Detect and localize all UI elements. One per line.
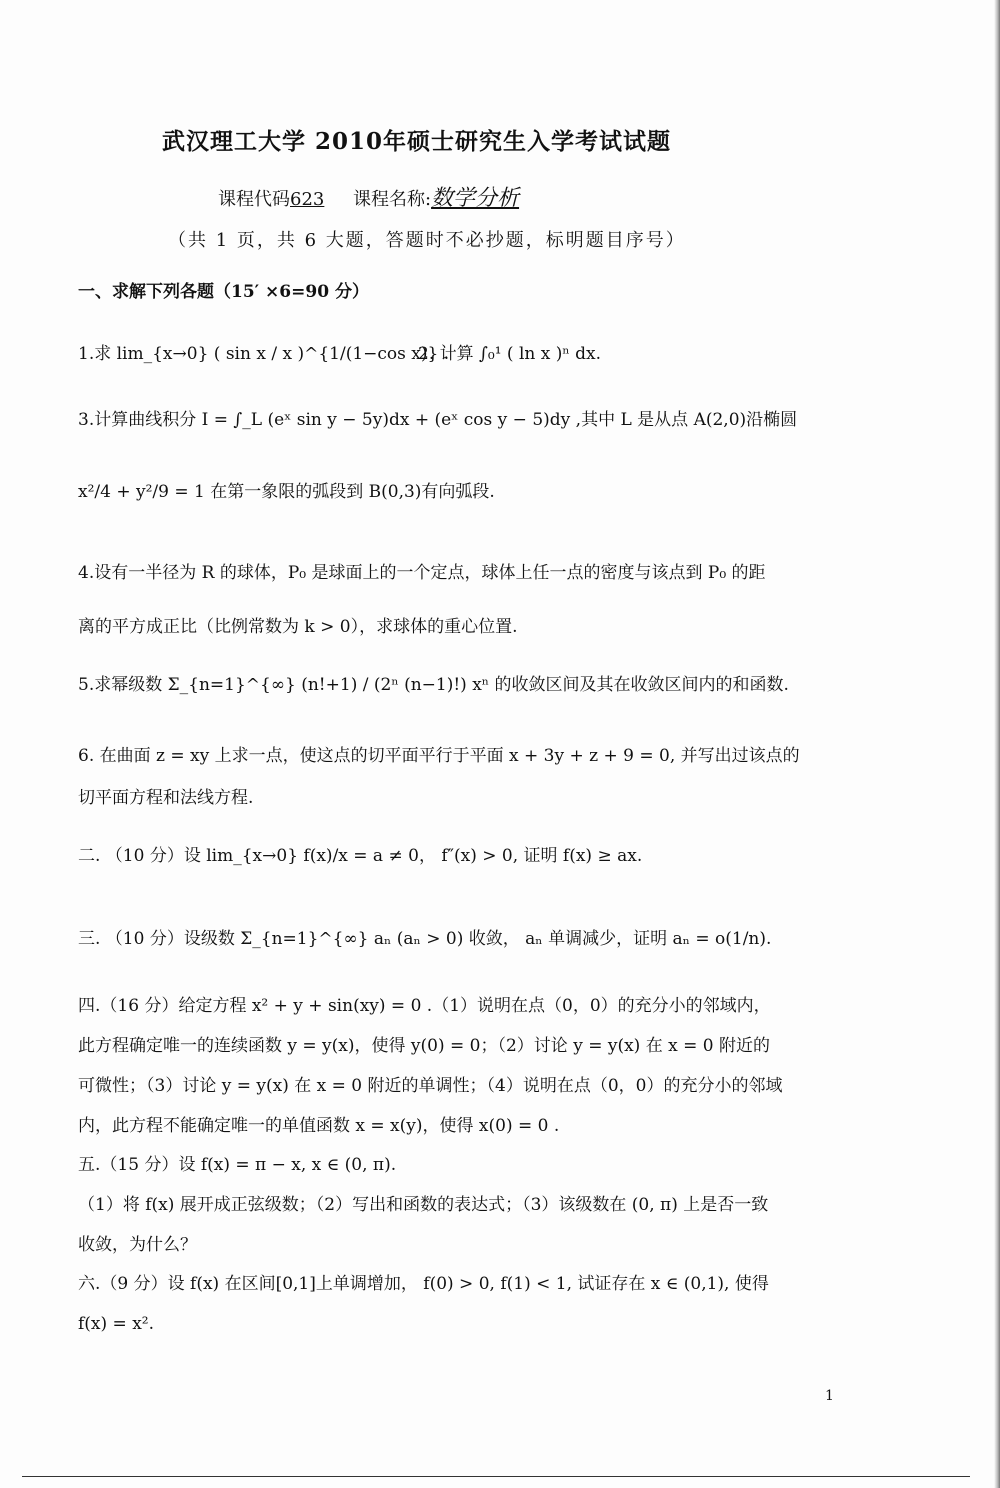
section-4-line-1: 四.（16 分）给定方程 x² + y + sin(xy) = 0 .（1）说明在点（0，0）的充分小的邻域内， (78, 996, 771, 1016)
question-6-line-1: 6. 在曲面 z = xy 上求一点，使这点的切平面平行于平面 x + 3y + z + 9 = 0, 并写出过该点的 (78, 746, 800, 766)
section-1-heading: 一、求解下列各题（15′ ×6=90 分） (78, 282, 369, 302)
section-6-line-2: f(x) = x². (78, 1314, 155, 1334)
question-6-line-2: 切平面方程和法线方程. (78, 788, 254, 808)
section-4-line-3: 可微性；（3）讨论 y = y(x) 在 x = 0 附近的单调性；（4）说明在点（0，0）的充分小的邻域 (78, 1076, 783, 1096)
question-4-line-1: 4.设有一半径为 R 的球体，P₀ 是球面上的一个定点，球体上任一点的密度与该点到 P₀ 的距 (78, 563, 766, 583)
question-3-line-1: 3.计算曲线积分 I = ∫_L (eˣ sin y − 5y)dx + (eˣ cos y − 5)dy ,其中 L 是从点 A(2,0)沿椭圆 (78, 410, 798, 430)
section-5-line-1: 五.（15 分）设 f(x) = π − x, x ∈ (0, π). (78, 1155, 397, 1175)
exam-title: 武汉理工大学 2010年硕士研究生入学考试试题 (162, 128, 672, 155)
course-name-label: 课程名称: (352, 189, 432, 210)
question-4-line-2: 离的平方成正比（比例常数为 k > 0），求球体的重心位置. (78, 617, 518, 637)
course-code-label: 课程代码 (218, 189, 290, 210)
section-6-line-1: 六.（9 分）设 f(x) 在区间[0,1]上单调增加， f(0) > 0, f(1) < 1, 试证存在 x ∈ (0,1), 使得 (78, 1274, 769, 1294)
section-3: 三. （10 分）设级数 Σ_{n=1}^{∞} aₙ (aₙ > 0) 收敛， aₙ 单调减少，证明 aₙ = o(1/n). (78, 929, 772, 949)
section-5-line-2: （1）将 f(x) 展开成正弦级数；（2）写出和函数的表达式；（3）该级数在 (0, π) 上是否一致 (78, 1195, 769, 1215)
course-code: 623 (290, 189, 325, 210)
question-1: 1.求 lim_{x→0} ( sin x / x )^{1/(1−cos x)} . (78, 344, 450, 364)
section-4-line-4: 内，此方程不能确定唯一的单值函数 x = x(y)，使得 x(0) = 0 . (78, 1116, 560, 1136)
exam-note: （共 1 页，共 6 大题，答题时不必抄题，标明题目序号） (168, 230, 686, 251)
section-2: 二. （10 分）设 lim_{x→0} f(x)/x = a ≠ 0， f″(x) > 0, 证明 f(x) ≥ ax. (78, 846, 643, 866)
course-info (218, 186, 533, 212)
course-name: 数学分析 (431, 186, 520, 211)
section-5-line-3: 收敛，为什么？ (78, 1235, 197, 1255)
scan-edge (994, 0, 1000, 1488)
page-number: 1 (825, 1388, 834, 1404)
footer-rule (22, 1476, 970, 1477)
question-2: 2. 计算 ∫₀¹ ( ln x )ⁿ dx. (418, 344, 601, 364)
section-4-line-2: 此方程确定唯一的连续函数 y = y(x)，使得 y(0) = 0；（2）讨论 y = y(x) 在 x = 0 附近的 (78, 1036, 770, 1056)
question-5: 5.求幂级数 Σ_{n=1}^{∞} (n!+1) / (2ⁿ (n−1)!) xⁿ 的收敛区间及其在收敛区间内的和函数. (78, 675, 789, 695)
question-3-line-2: x²/4 + y²/9 = 1 在第一象限的弧段到 B(0,3)有向弧段. (78, 482, 495, 502)
